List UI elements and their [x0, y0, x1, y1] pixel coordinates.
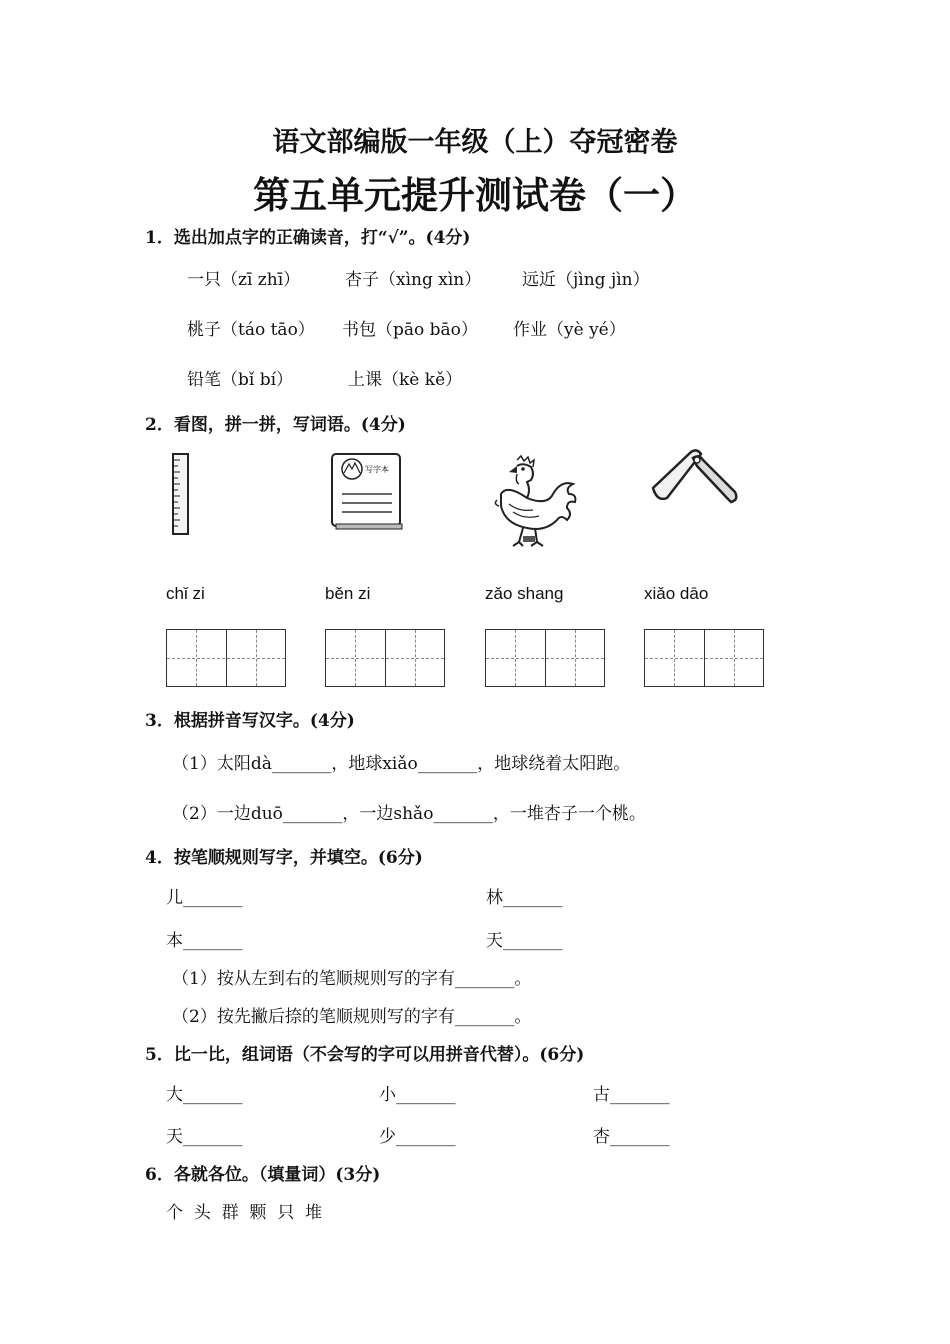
q2-pinyin: xiǎo dāo — [644, 584, 709, 603]
unit-title: 第五单元提升测试卷（一） — [253, 173, 697, 217]
q1-item: 铅笔（bǐ bí） — [187, 370, 294, 390]
writing-grid[interactable] — [644, 629, 764, 687]
q1-item: 上课（kè kě） — [348, 370, 463, 390]
q3-line: （2）一边duō_______，一边shǎo_______，一堆杏子一个桃。 — [172, 804, 646, 824]
q1-item: 书包（pāo bāo） — [342, 320, 478, 340]
q5-item: 大_______ — [166, 1085, 243, 1105]
q1-title: 1．选出加点字的正确读音，打“√”。(4分) — [145, 228, 471, 248]
q4-line: （2）按先撇后捺的笔顺规则写的字有_______。 — [172, 1007, 532, 1027]
q1-item: 杏子（xìng xìn） — [345, 270, 482, 290]
paper-title: 语文部编版一年级（上）夺冠密卷 — [272, 127, 678, 158]
q1-item: 一只（zī zhī） — [187, 270, 301, 290]
q3-title: 3．根据拼音写汉字。(4分) — [145, 711, 355, 731]
q5-item: 古_______ — [593, 1085, 670, 1105]
notebook-icon — [328, 450, 406, 532]
q3-line: （1）太阳dà_______，地球xiǎo_______，地球绕着太阳跑。 — [172, 754, 631, 774]
notebook-label: 写字本 — [365, 465, 389, 474]
q5-item: 少_______ — [379, 1127, 456, 1147]
q2-title: 2．看图，拼一拼，写词语。(4分) — [145, 415, 406, 435]
writing-grid[interactable] — [485, 629, 605, 687]
rooster-icon — [487, 454, 581, 554]
q5-item: 天_______ — [166, 1127, 243, 1147]
q4-char: 天_______ — [486, 931, 563, 951]
q5-title: 5．比一比，组词语（不会写的字可以用拼音代替）。(6分) — [145, 1045, 585, 1065]
q6-title: 6．各就各位。（填量词）(3分) — [145, 1165, 381, 1185]
writing-grid[interactable] — [325, 629, 445, 687]
ruler-icon — [168, 452, 194, 536]
q6-words: 个 头 群 颗 只 堆 — [166, 1203, 323, 1223]
q4-line: （1）按从左到右的笔顺规则写的字有_______。 — [172, 969, 532, 989]
q2-pinyin: chǐ zi — [166, 584, 205, 603]
q2-pinyin: zǎo shang — [485, 584, 564, 603]
q2-pinyin: běn zi — [325, 584, 371, 603]
q5-item: 杏_______ — [593, 1127, 670, 1147]
q4-char: 儿_______ — [166, 888, 243, 908]
q5-item: 小_______ — [379, 1085, 456, 1105]
knife-icon — [647, 448, 739, 508]
writing-grid[interactable] — [166, 629, 286, 687]
q1-item: 桃子（táo tāo） — [187, 320, 315, 340]
q4-char: 林_______ — [486, 888, 563, 908]
q4-char: 本_______ — [166, 931, 243, 951]
q4-title: 4．按笔顺规则写字，并填空。(6分) — [145, 848, 423, 868]
q1-item: 作业（yè yé） — [513, 320, 626, 340]
q1-item: 远近（jìng jìn） — [522, 270, 650, 290]
